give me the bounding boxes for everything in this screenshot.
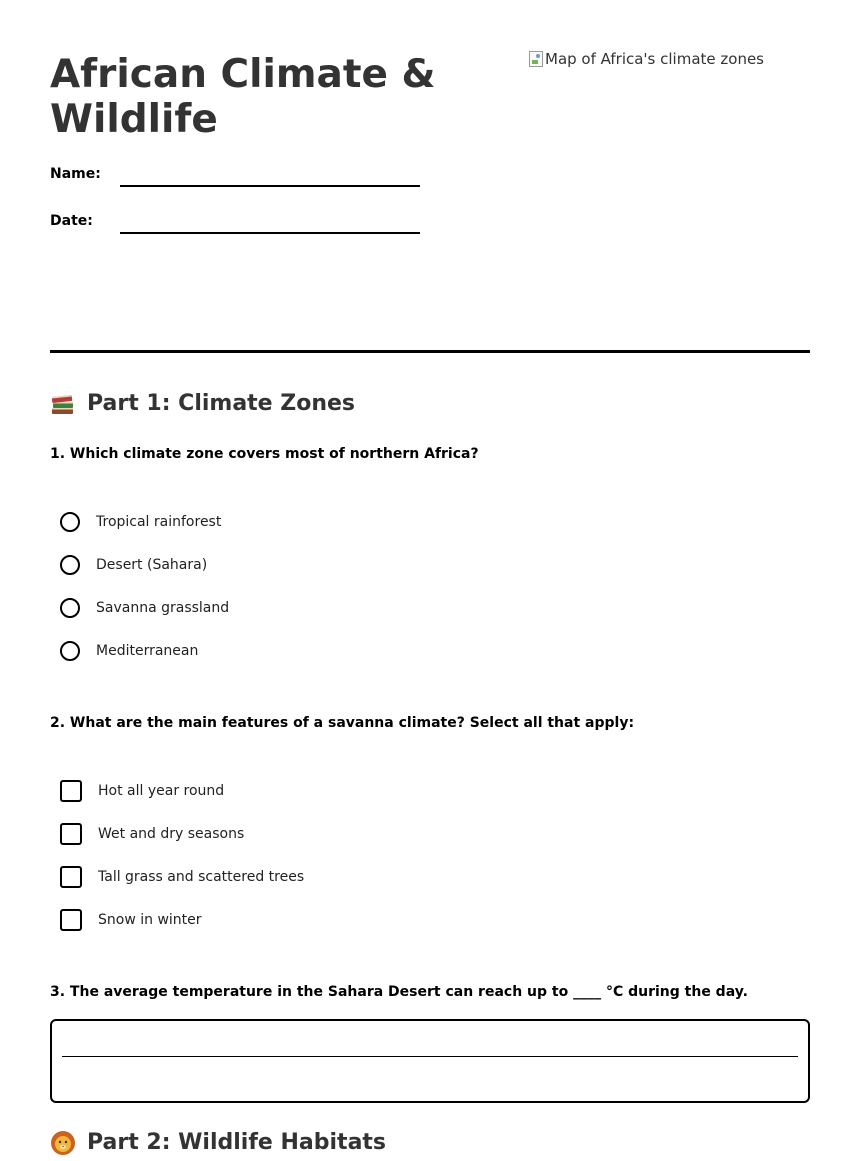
question-2: 2. What are the main features of a savanna climate? Select all that apply: — [50, 715, 635, 731]
q1-option-tropical-rainforest[interactable] — [60, 509, 221, 535]
q2-option-wet-dry-seasons[interactable] — [60, 821, 244, 847]
option-label: Tropical rainforest — [96, 514, 222, 530]
date-input-line[interactable] — [120, 232, 420, 234]
lion-icon — [50, 1130, 76, 1156]
books-icon — [50, 391, 76, 417]
date-label: Date: — [50, 213, 93, 229]
option-label: Tall grass and scattered trees — [98, 869, 305, 885]
question-3: 3. The average temperature in the Sahara Desert can reach up to ____ °C during the day. — [50, 984, 748, 1000]
part2-title: Part 2: Wildlife Habitats — [87, 1130, 387, 1155]
q2-option-tall-grass[interactable] — [60, 864, 304, 890]
question-1: 1. Which climate zone covers most of northern Africa? — [50, 446, 479, 462]
q2-option-snow-in-winter[interactable] — [60, 907, 202, 933]
part1-title: Part 1: Climate Zones — [87, 391, 356, 416]
option-label: Savanna grassland — [96, 600, 230, 616]
radio-button[interactable] — [60, 512, 80, 532]
part2-heading — [50, 1129, 386, 1157]
q3-answer-box[interactable] — [50, 1019, 810, 1103]
checkbox[interactable] — [60, 866, 82, 888]
radio-button[interactable] — [60, 641, 80, 661]
name-input-line[interactable] — [120, 185, 420, 187]
name-field — [50, 166, 420, 187]
q1-option-desert-sahara[interactable] — [60, 552, 207, 578]
broken-image-icon — [529, 51, 543, 67]
radio-button[interactable] — [60, 598, 80, 618]
q1-option-savanna-grassland[interactable] — [60, 595, 229, 621]
answer-line — [62, 1056, 798, 1057]
option-label: Snow in winter — [98, 912, 202, 928]
header-divider — [50, 350, 810, 353]
map-alt-text: Map of Africa's climate zones — [545, 50, 765, 68]
checkbox[interactable] — [60, 909, 82, 931]
checkbox[interactable] — [60, 823, 82, 845]
radio-button[interactable] — [60, 555, 80, 575]
q1-option-mediterranean[interactable] — [60, 638, 198, 664]
page-title: African Climate & Wildlife — [50, 52, 436, 142]
option-label: Hot all year round — [98, 783, 225, 799]
q2-option-hot-all-year[interactable] — [60, 778, 224, 804]
checkbox[interactable] — [60, 780, 82, 802]
option-label: Mediterranean — [96, 643, 199, 659]
name-label: Name: — [50, 166, 101, 182]
option-label: Desert (Sahara) — [96, 557, 208, 573]
africa-climate-map-image — [529, 50, 764, 68]
option-label: Wet and dry seasons — [98, 826, 245, 842]
date-field — [50, 213, 420, 234]
part1-heading — [50, 390, 355, 418]
